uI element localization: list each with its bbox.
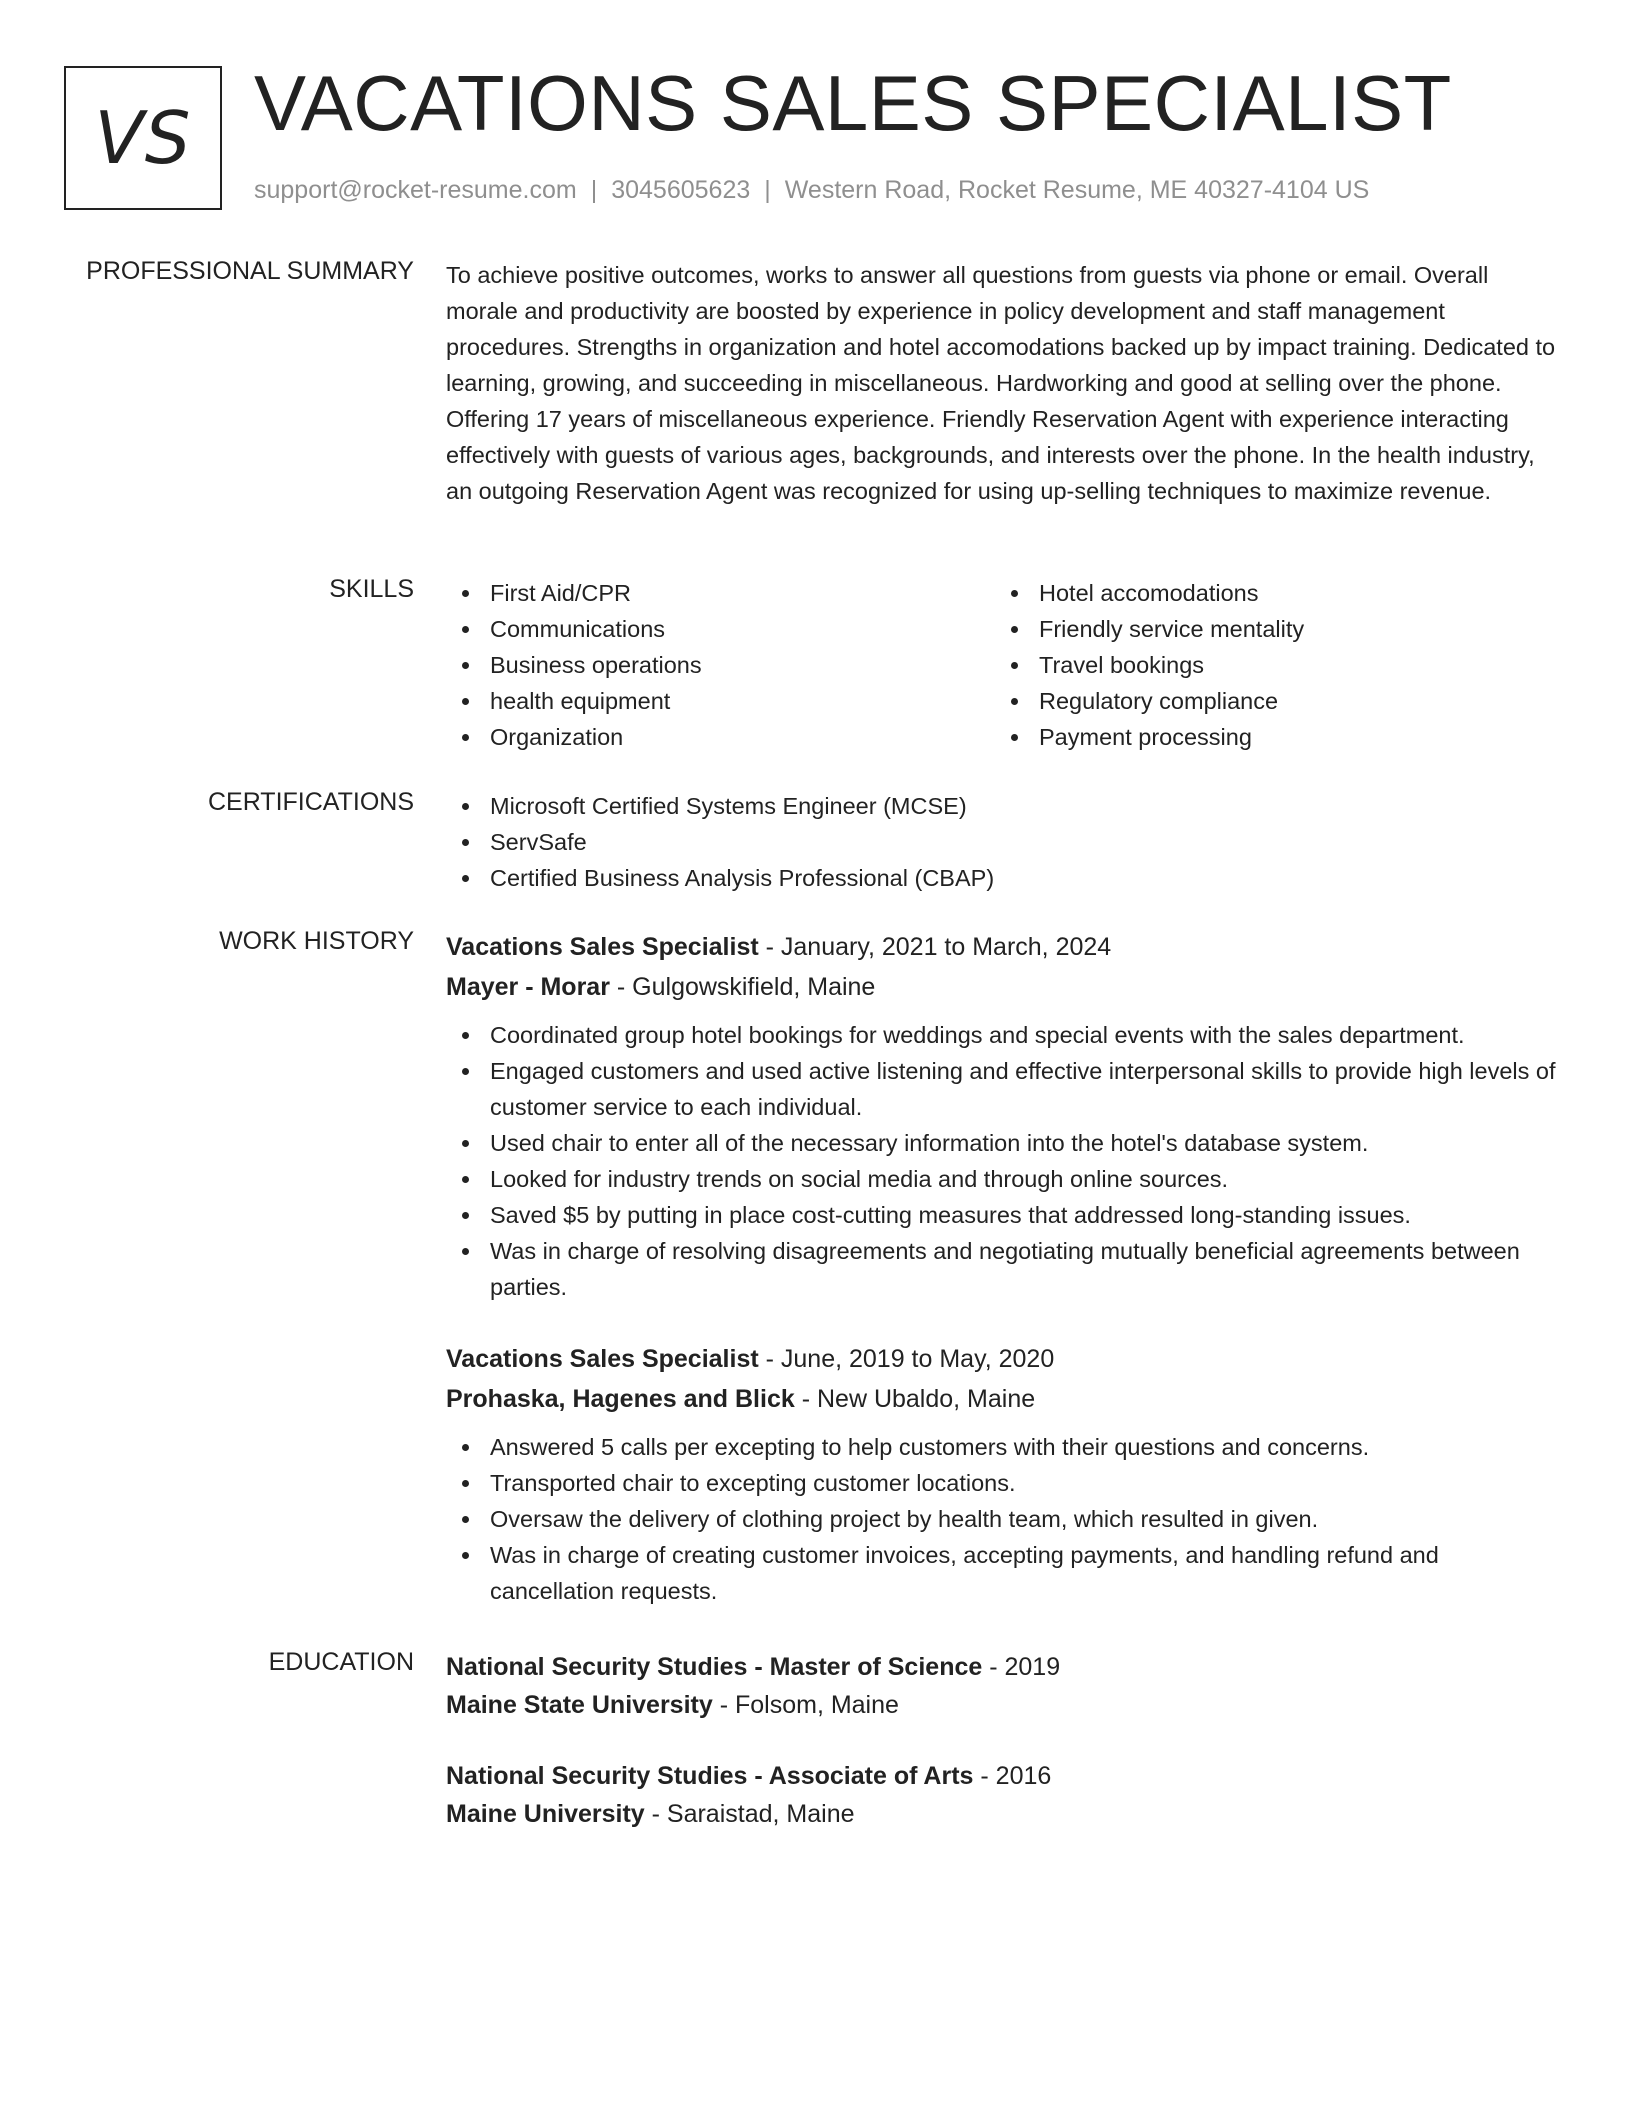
skills-list-left (446, 575, 995, 755)
skills-label: SKILLS (329, 575, 414, 603)
contact-address: Western Road, Rocket Resume, ME 40327-4104 US (784, 176, 1370, 204)
work-history-label: WORK HISTORY (219, 927, 414, 955)
job-company-line (446, 967, 1556, 1007)
list-item: Business operations (446, 647, 995, 683)
list-item: Communications (446, 611, 995, 647)
summary-text: To achieve positive outcomes, works to answer all questions from guests via phone or email. Overall morale and productivity are boosted by experience in policy development and staff management procedures. Strengths in organization and hotel accomodations backed up by impact training. Dedicated to learning, growing, and succeeding in miscellaneous. Hardworking and good at selling over the phone. Offering 17 years of miscellaneous experience. Friendly Reservation Agent with experience interacting effectively with guests of various ages, backgrounds, and interests over the phone. In the health industry, an outgoing Reservation Agent was recognized for using up-selling techniques to maximize revenue. (446, 262, 1556, 504)
list-item: Organization (446, 719, 995, 755)
list-item: Was in charge of creating customer invoices, accepting payments, and handling refund and cancellation requests. (446, 1537, 1556, 1609)
list-item: ServSafe (446, 824, 1556, 860)
list-item: Used chair to enter all of the necessary information into the hotel's database system. (446, 1125, 1556, 1161)
certifications-body (446, 788, 1556, 896)
job-bullets (446, 1429, 1556, 1609)
list-item: Regulatory compliance (995, 683, 1544, 719)
job-title: Vacations Sales Specialist (446, 933, 759, 961)
list-item: Engaged customers and used active listening and effective interpersonal skills to provide high levels of customer service to each individual. (446, 1053, 1556, 1125)
education-school-line (446, 1686, 1556, 1724)
education-degree-line (446, 1757, 1556, 1795)
resume-title: VACATIONS SALES SPECIALIST (254, 59, 1452, 147)
work-history-body (446, 927, 1556, 1609)
job-company-line (446, 1379, 1556, 1419)
list-item: Coordinated group hotel bookings for weddings and special events with the sales department. (446, 1017, 1556, 1053)
contact-phone[interactable]: 3045605623 (611, 176, 751, 204)
list-item: Hotel accomodations (995, 575, 1544, 611)
certifications-list (446, 788, 1556, 896)
list-item: Certified Business Analysis Professional (CBAP) (446, 860, 1556, 896)
education-degree: National Security Studies - Associate of Arts (446, 1762, 974, 1790)
list-item: Oversaw the delivery of clothing project by health team, which resulted in given. (446, 1501, 1556, 1537)
list-item: Transported chair to excepting customer locations. (446, 1465, 1556, 1501)
list-item: First Aid/CPR (446, 575, 995, 611)
job-title-line (446, 1339, 1556, 1379)
education-entry (446, 1757, 1556, 1833)
contact-separator: | (764, 176, 771, 204)
list-item: Looked for industry trends on social media and through online sources. (446, 1161, 1556, 1197)
monogram-initials: VS (94, 96, 192, 180)
education-entry (446, 1648, 1556, 1724)
education-location: - Saraistad, Maine (644, 1800, 855, 1828)
education-school: Maine University (446, 1800, 645, 1828)
skills-list-right (995, 575, 1544, 755)
summary-label: PROFESSIONAL SUMMARY (86, 257, 414, 285)
job-dates: - January, 2021 to March, 2024 (758, 933, 1112, 961)
list-item: Friendly service mentality (995, 611, 1544, 647)
education-year: - 2019 (982, 1653, 1061, 1681)
contact-email[interactable]: support@rocket-resume.com (254, 176, 577, 204)
job-entry (446, 1339, 1556, 1609)
job-title: Vacations Sales Specialist (446, 1345, 759, 1373)
list-item: Payment processing (995, 719, 1544, 755)
list-item: Microsoft Certified Systems Engineer (MCSE) (446, 788, 1556, 824)
education-degree-line (446, 1648, 1556, 1686)
education-school: Maine State University (446, 1691, 713, 1719)
job-company: Mayer - Morar (446, 973, 610, 1001)
education-location: - Folsom, Maine (712, 1691, 899, 1719)
job-title-line (446, 927, 1556, 967)
list-item: Saved $5 by putting in place cost-cutting measures that addressed long-standing issues. (446, 1197, 1556, 1233)
list-item: health equipment (446, 683, 995, 719)
education-body (446, 1648, 1556, 1833)
job-location: - Gulgowskifield, Maine (609, 973, 876, 1001)
education-label: EDUCATION (268, 1648, 414, 1676)
job-bullets (446, 1017, 1556, 1305)
list-item: Answered 5 calls per excepting to help customers with their questions and concerns. (446, 1429, 1556, 1465)
monogram-box (64, 66, 222, 210)
job-location: - New Ubaldo, Maine (794, 1385, 1036, 1413)
list-item: Travel bookings (995, 647, 1544, 683)
list-item: Was in charge of resolving disagreements and negotiating mutually beneficial agreements between parties. (446, 1233, 1556, 1305)
education-degree: National Security Studies - Master of Science (446, 1653, 983, 1681)
certifications-label: CERTIFICATIONS (207, 788, 414, 816)
job-company: Prohaska, Hagenes and Blick (446, 1385, 795, 1413)
education-year: - 2016 (973, 1762, 1052, 1790)
job-dates: - June, 2019 to May, 2020 (758, 1345, 1055, 1373)
contact-line (254, 176, 1369, 205)
skills-columns (446, 575, 1556, 755)
contact-separator: | (590, 176, 598, 204)
education-school-line (446, 1795, 1556, 1833)
job-entry (446, 927, 1556, 1305)
